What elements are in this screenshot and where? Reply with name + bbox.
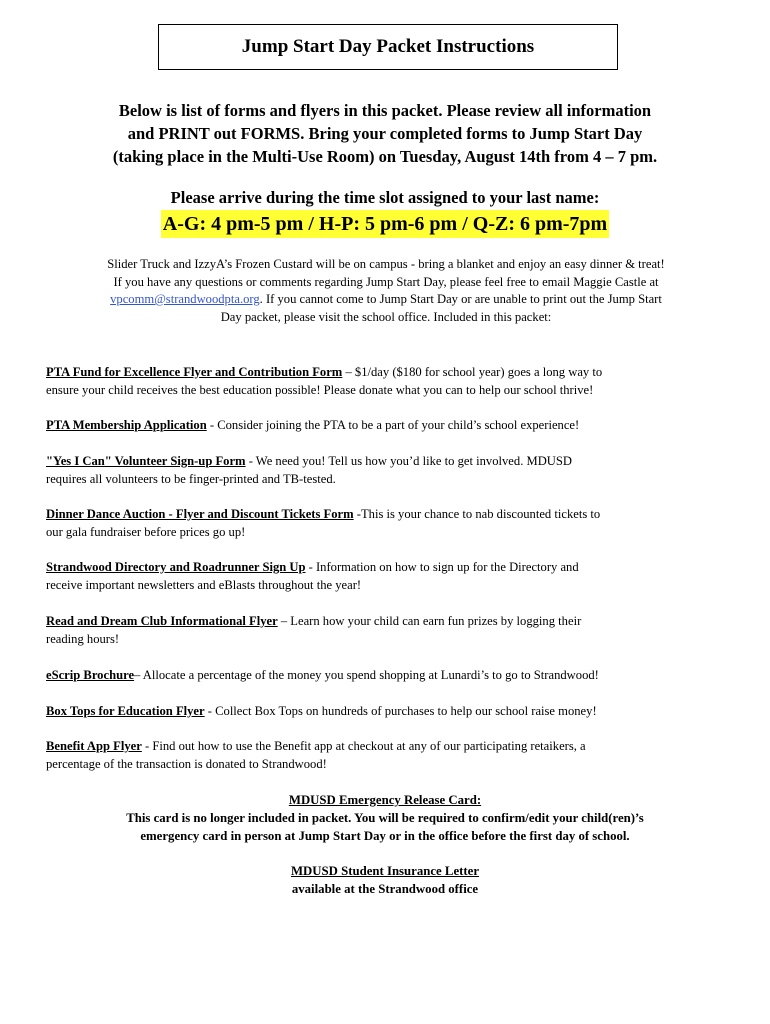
packet-item-fund-excellence: [46, 363, 726, 399]
title-box: [158, 24, 618, 70]
item-name: Dinner Dance Auction - Flyer and Discount Tickets Form: [46, 507, 354, 521]
time-slots-highlight: A-G: 4 pm-5 pm / H-P: 5 pm-6 pm / Q-Z: 6 pm-7pm: [161, 210, 609, 238]
item-name: eScrip Brochure: [46, 668, 135, 682]
intro-line: and PRINT out FORMS. Bring your completed forms to Jump Start Day: [127, 124, 643, 143]
item-description: - Collect Box Tops on hundreds of purchases to help our school raise money!: [204, 704, 597, 718]
item-description: – Learn how your child can earn fun prizes by logging their: [277, 614, 582, 628]
page-title: Jump Start Day Packet Instructions: [241, 36, 535, 57]
item-name: Box Tops for Education Flyer: [46, 704, 205, 718]
item-description: - Find out how to use the Benefit app at checkout at any of our participating retaikers, a: [141, 739, 586, 753]
item-name: PTA Fund for Excellence Flyer and Contribution Form: [46, 365, 343, 379]
notice-line: If you have any questions or comments regarding Jump Start Day, please feel free to email Maggie Castle at: [113, 274, 659, 289]
item-description: -This is your chance to nab discounted tickets to: [353, 507, 601, 521]
item-description: our gala fundraiser before prices go up!: [46, 525, 246, 539]
emergency-card-heading: MDUSD Emergency Release Card:: [288, 793, 482, 807]
packet-item-box-tops: [46, 702, 726, 720]
item-description: – Allocate a percentage of the money you spend shopping at Lunardi’s to go to Strandwood!: [134, 668, 599, 682]
emergency-card-section: [40, 791, 730, 845]
insurance-letter-section: [40, 862, 730, 898]
notice-line: Day packet, please visit the school office. Included in this packet:: [220, 309, 552, 324]
item-name: Strandwood Directory and Roadrunner Sign Up: [46, 560, 306, 574]
item-description: percentage of the transaction is donated to Strandwood!: [46, 757, 327, 771]
insurance-letter-heading: MDUSD Student Insurance Letter: [290, 864, 480, 878]
item-description: ensure your child receives the best education possible! Please donate what you can to help our school thrive!: [46, 383, 594, 397]
item-name: Read and Dream Club Informational Flyer: [46, 614, 278, 628]
packet-item-read-and-dream: [46, 612, 726, 648]
intro-line: (taking place in the Multi-Use Room) on Tuesday, August 14th from 4 – 7 pm.: [112, 147, 658, 166]
item-description: - Information on how to sign up for the Directory and: [305, 560, 579, 574]
notice-paragraph: [44, 256, 728, 326]
emergency-card-line: This card is no longer included in packet. You will be required to confirm/edit your child(ren)’s: [126, 811, 644, 825]
item-description: requires all volunteers to be finger-printed and TB-tested.: [46, 472, 336, 486]
item-name: PTA Membership Application: [46, 418, 207, 432]
item-name: "Yes I Can" Volunteer Sign-up Form: [46, 454, 246, 468]
item-description: - We need you! Tell us how you’d like to get involved. MDUSD: [245, 454, 572, 468]
packet-item-benefit-app: [46, 737, 726, 773]
intro-line: Below is list of forms and flyers in this packet. Please review all information: [118, 101, 652, 120]
notice-line: [44, 291, 728, 309]
email-link[interactable]: vpcomm@strandwoodpta.org: [110, 292, 260, 306]
notice-line: Slider Truck and IzzyA’s Frozen Custard will be on campus - bring a blanket and enjoy an easy dinner & treat!: [107, 257, 665, 271]
item-description: - Consider joining the PTA to be a part of your child’s school experience!: [206, 418, 580, 432]
item-name: Benefit App Flyer: [46, 739, 142, 753]
packet-item-directory: [46, 558, 726, 594]
emergency-card-line: emergency card in person at Jump Start Day or in the office before the first day of school.: [140, 829, 630, 843]
item-description: – $1/day ($180 for school year) goes a long way to: [342, 365, 603, 379]
insurance-letter-line: available at the Strandwood office: [291, 882, 479, 896]
intro-paragraph: [40, 99, 730, 168]
item-description: reading hours!: [46, 632, 120, 646]
item-description: receive important newsletters and eBlasts throughout the year!: [46, 578, 362, 592]
packet-item-dinner-dance: [46, 505, 726, 541]
notice-line-rest: . If you cannot come to Jump Start Day or are unable to print out the Jump Start: [259, 292, 662, 306]
time-slots-row: [0, 210, 770, 238]
arrival-instruction: Please arrive during the time slot assigned to your last name:: [170, 188, 600, 207]
packet-item-escrip: [46, 666, 726, 684]
packet-item-membership: [46, 416, 726, 434]
packet-item-volunteer: [46, 452, 726, 488]
